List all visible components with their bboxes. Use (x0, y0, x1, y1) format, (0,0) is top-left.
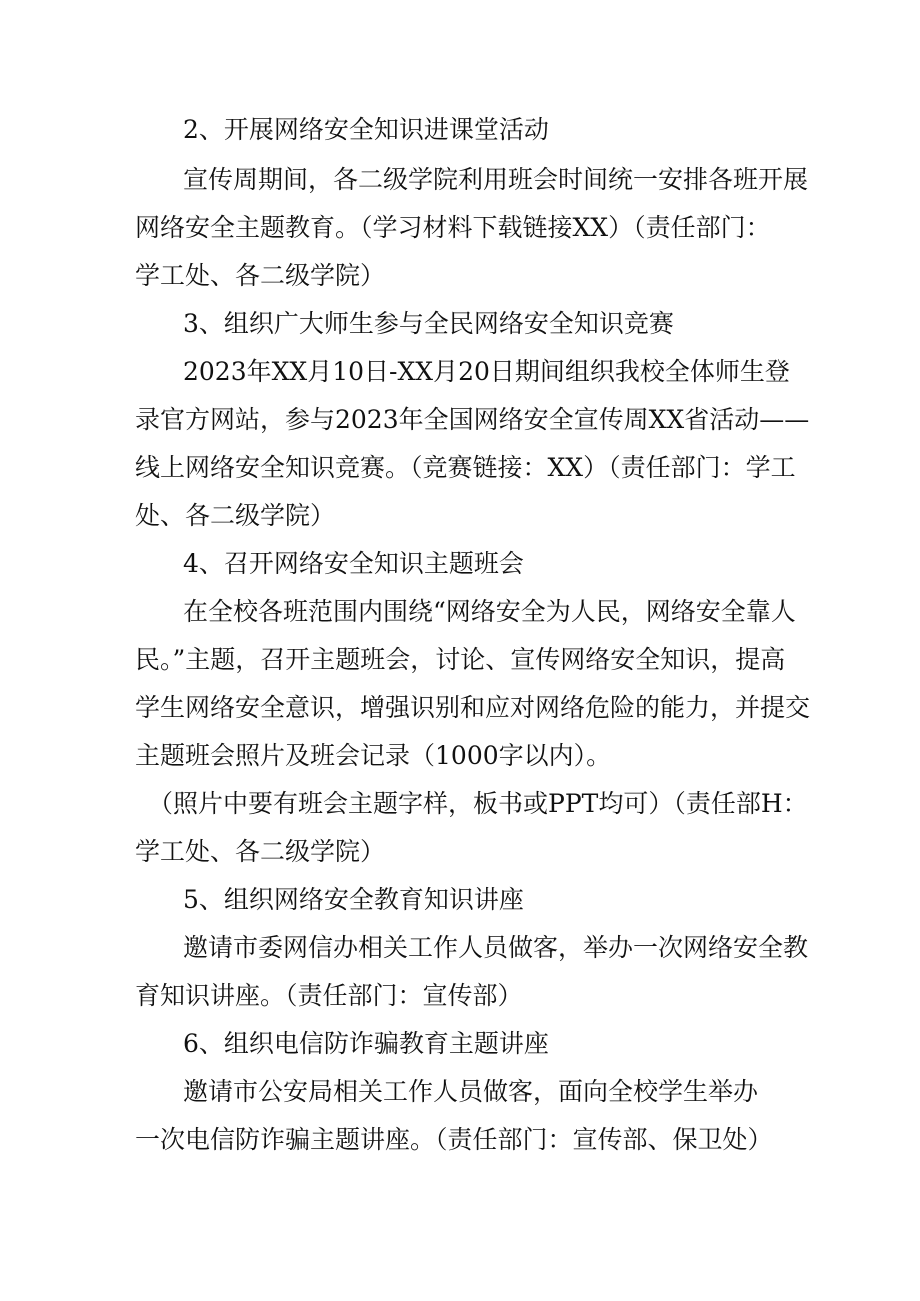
paragraph-line: 学生网络安全意识，增强识别和应对网络危险的能力，并提交 (135, 693, 811, 722)
paragraph-line: 育知识讲座。（责任部门：宣传部） (135, 981, 523, 1010)
paragraph-line: 邀请市公安局相关工作人员做客，面向全校学生举办 (183, 1077, 759, 1106)
paragraph-line: 学工处、各二级学院） (135, 261, 386, 290)
paragraph-line: 主题班会照片及班会记录（1000字以内）。 (135, 741, 612, 770)
paragraph-line: 处、各二级学院） (135, 501, 336, 530)
paragraph-line: 网络安全主题教育。（学习材料下载链接XX）（责任部门： (135, 213, 771, 242)
paragraph-line: 学工处、各二级学院） (135, 837, 386, 866)
paragraph-line: 邀请市委网信办相关工作人员做客，举办一次网络安全教 (183, 933, 809, 962)
paragraph-line: （照片中要有班会主题字样，板书或PPT均可）（责任部H： (148, 789, 808, 818)
paragraph-line: 线上网络安全知识竞赛。（竞赛链接：XX）（责任部门：学工 (135, 453, 796, 482)
paragraph-line: 录官方网站，参与2023年全国网络安全宣传周XX省活动—— (135, 405, 810, 434)
paragraph-line: 2023年XX月10日-XX月20日期间组织我校全体师生登 (183, 357, 790, 386)
heading-item-5: 5、组织网络安全教育知识讲座 (183, 885, 524, 914)
heading-item-3: 3、组织广大师生参与全民网络安全知识竞赛 (183, 309, 674, 338)
paragraph-line: 宣传周期间，各二级学院利用班会时间统一安排各班开展 (183, 165, 809, 194)
heading-item-2: 2、开展网络安全知识进课堂活动 (183, 115, 549, 144)
paragraph-line: 在全校各班范围内围绕“网络安全为人民，网络安全靠人 (183, 597, 796, 626)
heading-item-4: 4、召开网络安全知识主题班会 (183, 549, 524, 578)
paragraph-line: 民。”主题，召开主题班会，讨论、宣传网络安全知识，提高 (135, 645, 786, 674)
heading-item-6: 6、组织电信防诈骗教育主题讲座 (183, 1029, 549, 1058)
paragraph-line: 一次电信防诈骗主题讲座。（责任部门：宣传部、保卫处） (135, 1125, 773, 1154)
